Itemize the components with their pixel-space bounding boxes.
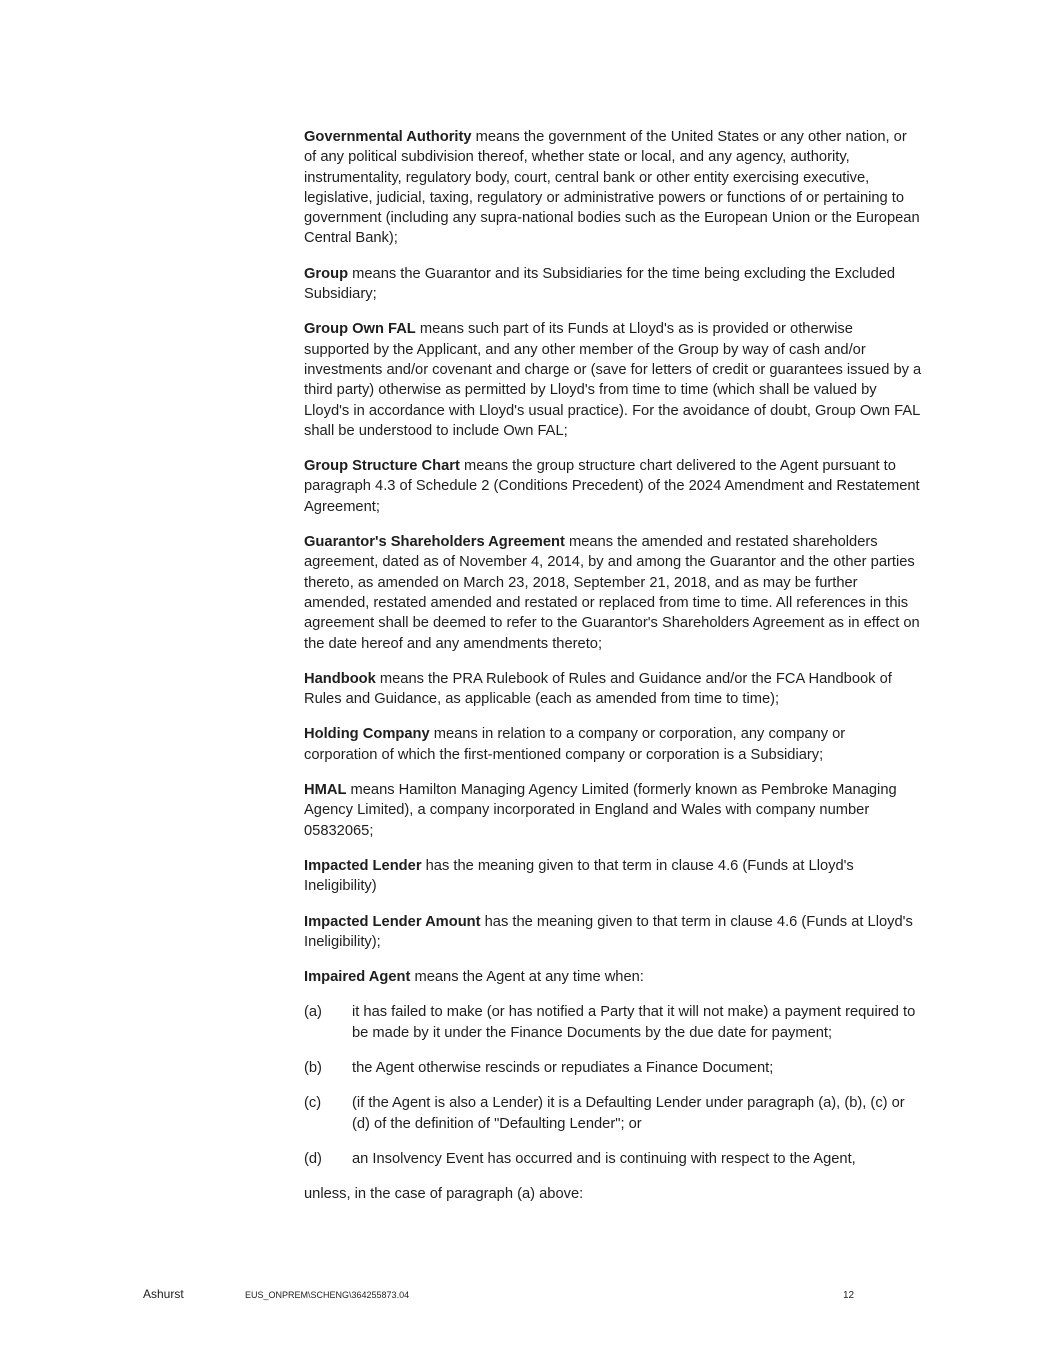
term: Governmental Authority — [304, 129, 472, 145]
definition-text: has the meaning given to that term in clause 4.6 (Funds at Lloyd's Ineligibility) — [304, 857, 854, 895]
item-text: it has failed to make (or has notified a Party that it will not make) a payment required to be made by it under the Finance Documents by the due date for payment; — [352, 1004, 916, 1041]
definition-guarantors-shareholders-agreement — [304, 532, 922, 654]
closing-text: unless, in the case of paragraph (a) above: — [304, 1186, 584, 1203]
definition-text: means in relation to a company or corporation, any company or corporation of which the first-mentioned company or corporation is a Subsidiary; — [304, 726, 846, 763]
definition-text: means the amended and restated shareholders agreement, dated as of November 4, 2014, by and among the Guarantor and the other parties thereto, as amended on March 23, 2018, September 21, 2018, and as may be further amended, restated amended and restated or replaced from time to time. All references in this agreement shall be deemed to refer to the Guarantor's Shareholders Agreement as in effect on the date hereof and any amendments thereto; — [304, 534, 920, 652]
term: Group Structure Chart — [304, 458, 460, 475]
item-label: (c) — [304, 1095, 322, 1112]
term: Handbook — [304, 670, 376, 687]
definition-impaired-agent — [304, 967, 922, 987]
item-label: (b) — [304, 1059, 322, 1076]
term: Group Own FAL — [304, 321, 416, 338]
list-item-a — [304, 1002, 922, 1043]
definition-group-structure-chart — [304, 456, 922, 517]
footer-firm: Ashurst — [143, 1287, 184, 1301]
term: HMAL — [304, 782, 347, 799]
definition-text: means the group structure chart delivered to the Agent pursuant to paragraph 4.3 of Schedule 2 (Conditions Precedent) of the 2024 Amendment and Restatement Agreement; — [304, 458, 920, 515]
term: Impacted Lender Amount — [304, 913, 481, 930]
definition-governmental-authority — [304, 127, 922, 249]
item-text: (if the Agent is also a Lender) it is a Defaulting Lender under paragraph (a), (b), (c) or (d) of the definition of "Defaulting Lender"; or — [352, 1095, 905, 1132]
definition-text: means Hamilton Managing Agency Limited (formerly known as Pembroke Managing Agency Limited), a company incorporated in England and Wales with company number 05832065; — [304, 782, 897, 839]
definition-text: means the government of the United States or any other nation, or of any political subdivision thereof, whether state or local, and any agency, authority, instrumentality, regulatory body, court, central bank or other entity exercising executive, legislative, judicial, taxing, regulatory or administrative powers or functions of or pertaining to government (including any supra-national bodies such as the European Union or the European Central Bank); — [304, 129, 920, 247]
item-label: (d) — [304, 1150, 322, 1167]
item-text: the Agent otherwise rescinds or repudiates a Finance Document; — [352, 1059, 774, 1076]
list-item-c — [304, 1093, 922, 1134]
document-body — [304, 127, 922, 1219]
definition-text: means the Agent at any time when: — [410, 969, 644, 986]
item-text: an Insolvency Event has occurred and is continuing with respect to the Agent, — [352, 1150, 856, 1167]
term: Guarantor's Shareholders Agreement — [304, 534, 565, 551]
term: Holding Company — [304, 726, 430, 743]
definition-group — [304, 264, 922, 305]
term: Group — [304, 265, 349, 282]
page-number: 12 — [843, 1290, 855, 1301]
definition-handbook — [304, 669, 922, 710]
definition-holding-company — [304, 724, 922, 765]
list-item-b — [304, 1058, 922, 1078]
footer-doc-ref: EUS_ONPREM\SCHENG\364255873.04 — [245, 1290, 410, 1300]
definition-impacted-lender-amount — [304, 912, 922, 953]
definition-text: has the meaning given to that term in clause 4.6 (Funds at Lloyd's Ineligibility); — [304, 913, 913, 950]
definition-impacted-lender — [304, 856, 922, 897]
item-label: (a) — [304, 1004, 322, 1021]
definition-text: means the PRA Rulebook of Rules and Guidance and/or the FCA Handbook of Rules and Guidance, as applicable (each as amended from time to time); — [304, 670, 892, 708]
term: Impacted Lender — [304, 857, 422, 874]
list-item-d — [304, 1149, 922, 1169]
definition-group-own-fal — [304, 319, 922, 441]
definition-text: means the Guarantor and its Subsidiaries for the time being excluding the Excluded Subsidiary; — [304, 265, 896, 303]
definition-text: means such part of its Funds at Lloyd's as is provided or otherwise supported by the Applicant, and any other member of the Group by way of cash and/or investments and/or covenant and charge or (save for letters of credit or guarantees issued by a third party) otherwise as permitted by Lloyd's from time to time (which shall be valued by Lloyd's in accordance with Lloyd's usual practice). For the avoidance of doubt, Group Own FAL shall be understood to include Own FAL; — [304, 321, 922, 439]
definition-hmal — [304, 780, 922, 841]
term: Impaired Agent — [304, 969, 411, 986]
